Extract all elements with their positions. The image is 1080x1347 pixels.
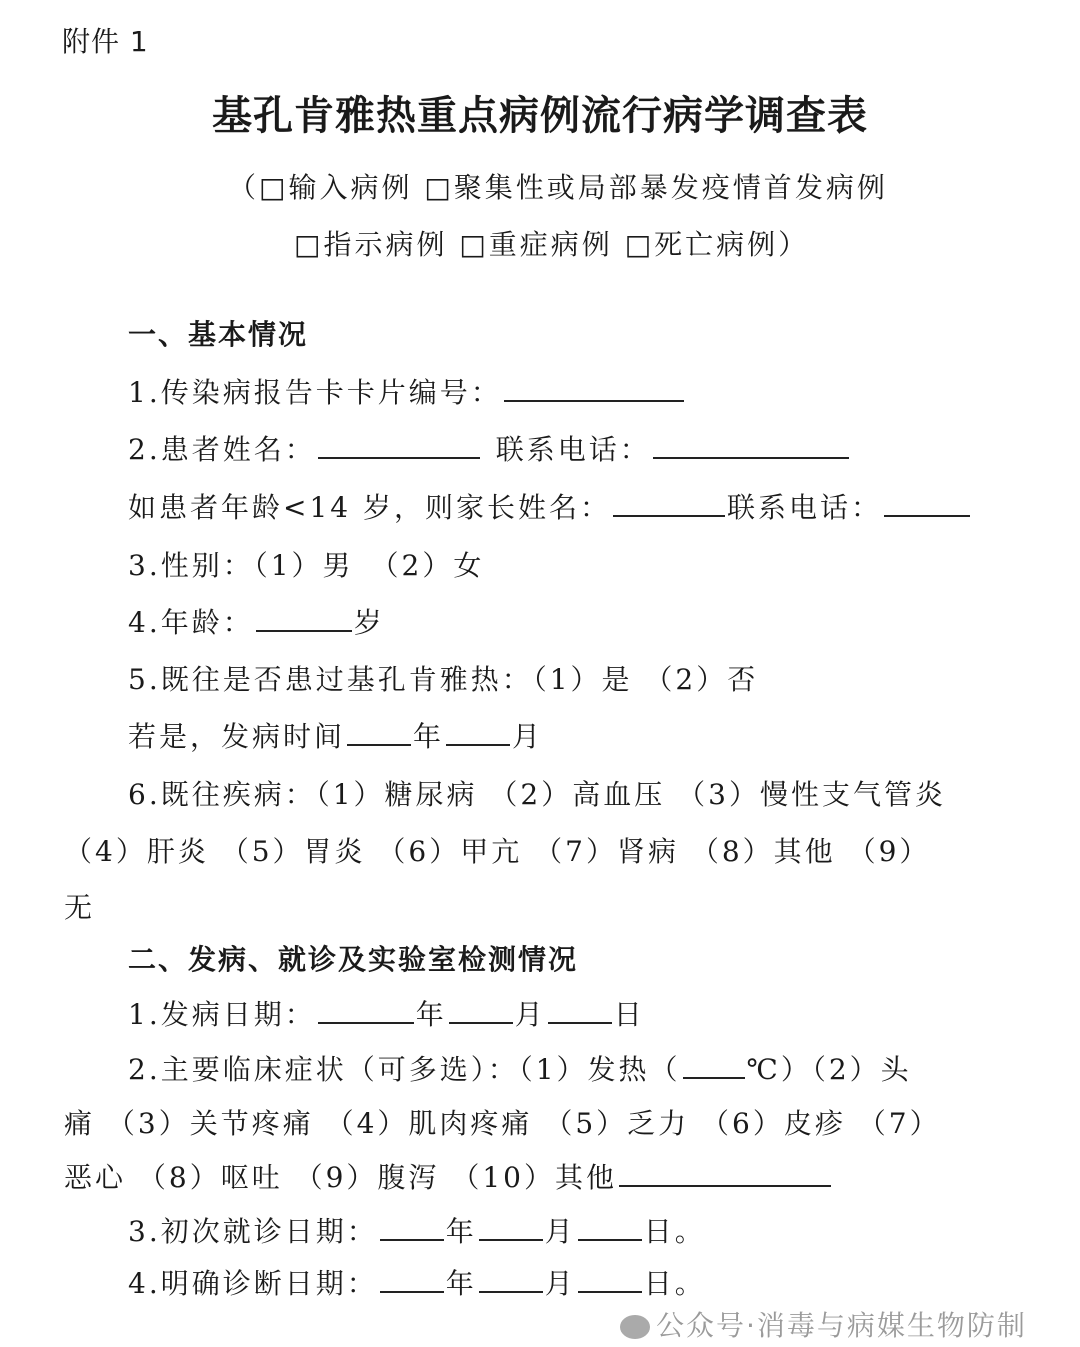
q-symptoms-line-2: 痛 （3）关节疼痛 （4）肌肉疼痛 （5）乏力 （6）皮疹 （7） (64, 1107, 941, 1140)
blank-field[interactable] (256, 604, 352, 632)
label: 月 (544, 1267, 576, 1300)
section-basic-heading: 一、基本情况 (128, 318, 309, 351)
blank-field[interactable] (479, 1265, 543, 1293)
blank-field[interactable] (548, 996, 612, 1024)
q-symptoms-line-3 (64, 1158, 833, 1198)
q-diagnosis-date (128, 1264, 706, 1304)
q-past-diseases-line-2: （4）肝炎 （5）胃炎 （6）甲亢 （7）肾病 （8）其他 （9） (64, 835, 931, 868)
label: 日。 (643, 1267, 706, 1300)
blank-field[interactable] (479, 1213, 543, 1241)
q-age (128, 603, 385, 643)
q-patient-name (128, 430, 851, 470)
blank-field[interactable] (347, 718, 411, 746)
blank-field[interactable] (380, 1265, 444, 1293)
wechat-icon (620, 1315, 650, 1339)
blank-field[interactable] (446, 718, 510, 746)
q-previous-onset-time (128, 717, 543, 757)
blank-field[interactable] (449, 996, 513, 1024)
blank-field[interactable] (613, 489, 725, 517)
q-report-card-number (128, 373, 686, 413)
temperature-field[interactable] (683, 1051, 745, 1079)
blank-field[interactable] (578, 1213, 642, 1241)
attachment-label: 附件 1 (62, 25, 149, 58)
label: 月 (514, 998, 546, 1031)
label: 1.发病日期： (128, 998, 316, 1031)
blank-field[interactable] (318, 431, 480, 459)
q-sex: 3.性别：（1）男 （2）女 (128, 549, 485, 582)
label: 年 (445, 1267, 477, 1300)
watermark (620, 1308, 1027, 1344)
label: 岁 (353, 606, 385, 639)
other-symptom-field[interactable] (619, 1159, 831, 1187)
label: 年 (445, 1215, 477, 1248)
blank-field[interactable] (578, 1265, 642, 1293)
blank-field[interactable] (653, 431, 849, 459)
case-type-line-2: □指示病例 □重症病例 □死亡病例） (294, 228, 810, 261)
q-parent-name (128, 488, 972, 528)
q-symptoms-line-1 (128, 1050, 912, 1090)
case-type-line-1: （□输入病例 □聚集性或局部暴发疫情首发病例 (228, 171, 888, 204)
label: 4.年龄： (128, 606, 254, 639)
label: 2.主要临床症状（可多选）：（1）发热（ (128, 1053, 681, 1086)
q-first-visit-date (128, 1212, 706, 1252)
label: 2.患者姓名： (128, 433, 316, 466)
label: 联系电话： (495, 433, 651, 466)
label: 日 (613, 998, 645, 1031)
label: 日。 (643, 1215, 706, 1248)
label: 恶心 （8）呕吐 （9）腹泻 （10）其他 (64, 1161, 617, 1194)
blank-field[interactable] (884, 489, 970, 517)
q-previous-chikungunya: 5.既往是否患过基孔肯雅热：（1）是 （2）否 (128, 663, 759, 696)
blank-field[interactable] (380, 1213, 444, 1241)
label: ℃）（2）头 (746, 1053, 912, 1086)
watermark-text: 公众号·消毒与病媒生物防制 (656, 1309, 1027, 1342)
blank-field[interactable] (504, 374, 684, 402)
q-onset-date (128, 995, 645, 1035)
label: 联系电话： (727, 491, 883, 524)
label: 月 (544, 1215, 576, 1248)
label: 年 (413, 720, 445, 753)
label: 月 (512, 720, 544, 753)
label: 年 (415, 998, 447, 1031)
label: 4.明确诊断日期： (128, 1267, 378, 1300)
label: 1.传染病报告卡卡片编号： (128, 376, 502, 409)
section-onset-heading: 二、发病、就诊及实验室检测情况 (128, 943, 579, 976)
label: 3.初次就诊日期： (128, 1215, 378, 1248)
label: 如患者年龄<14 岁，则家长姓名： (128, 491, 611, 524)
page-title: 基孔肯雅热重点病例流行病学调查表 (212, 93, 868, 139)
q-past-diseases-line-1: 6.既往疾病：（1）糖尿病 （2）高血压 （3）慢性支气管炎 (128, 778, 946, 811)
q-past-diseases-line-3: 无 (64, 891, 96, 924)
blank-field[interactable] (318, 996, 414, 1024)
label: 若是，发病时间 (128, 720, 346, 753)
